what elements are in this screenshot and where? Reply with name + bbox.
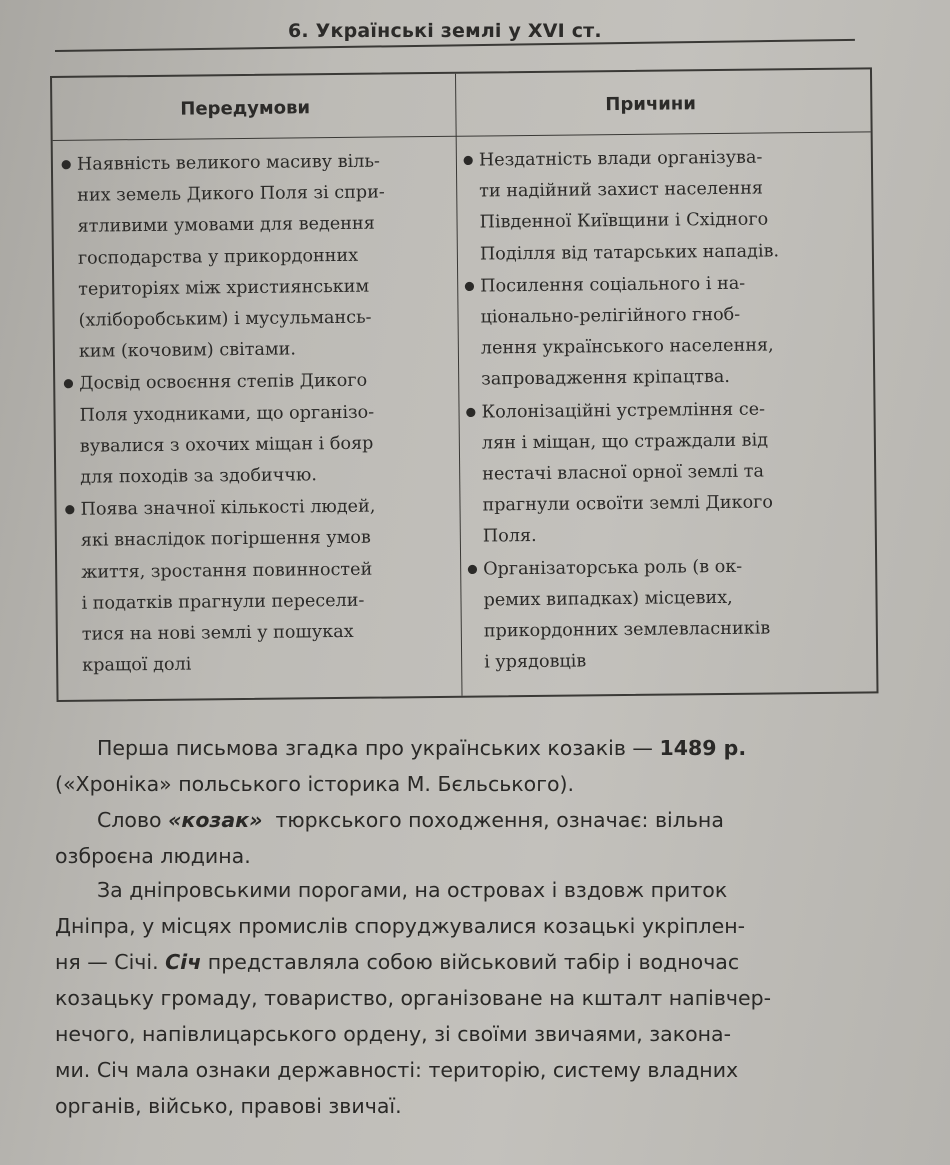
line-text: життя, зростання повинностей — [81, 559, 373, 583]
prerequisites-line — [65, 585, 453, 620]
line-text: лян і міщан, що страждали від — [481, 430, 769, 454]
line-text: для походів за здобиччю. — [80, 465, 317, 488]
prerequisites-line — [61, 145, 449, 181]
causes-line — [468, 613, 868, 648]
causes-line — [464, 266, 864, 302]
causes-cell — [463, 140, 869, 679]
paragraph-sich — [55, 872, 771, 1124]
line-text: Досвід освоєння степів Дикого — [79, 371, 368, 395]
paragraph-word-kozak — [55, 802, 724, 874]
line-text: запровадження кріпацтва. — [481, 367, 731, 390]
line-text: лення українського населення, — [480, 335, 774, 359]
causes-line — [464, 298, 864, 333]
prerequisites-cell — [61, 145, 455, 682]
causes-line — [467, 581, 867, 616]
line-text: Наявність великого масиву віль- — [76, 151, 381, 175]
text-span: ня — Січі. — [55, 950, 166, 974]
section-header: 6. Українські землі у XVI ст. — [288, 20, 602, 42]
text-line: органів, військо, правові звичаї. — [55, 1094, 402, 1118]
bullet-icon: ● — [465, 404, 477, 419]
line-text: тися на нові землі у пошуках — [81, 621, 354, 645]
causes-line — [466, 424, 866, 459]
prerequisites-line — [65, 522, 453, 557]
column-divider — [455, 74, 463, 696]
line-text: них земель Дикого Поля зі спри- — [77, 182, 385, 206]
text-line: нечого, напівлицарського ордену, зі своїми звичаями, закона- — [55, 1022, 732, 1046]
causes-line — [466, 456, 866, 491]
line-text: Південної Київщини і Східного — [479, 209, 769, 233]
prerequisites-line — [64, 490, 452, 526]
prerequisites-line — [64, 428, 452, 463]
causes-line — [463, 140, 863, 176]
line-text: Поля уходниками, що організо- — [79, 402, 375, 426]
bullet-icon: ● — [63, 376, 74, 391]
text-span: тюркського походження, означає: вільна — [262, 808, 724, 832]
bullet-icon: ● — [462, 152, 474, 167]
line-text: кращої долі — [82, 654, 192, 676]
line-text: ким (кочовим) світами. — [78, 339, 297, 362]
causes-line — [463, 173, 863, 208]
prerequisites-line — [62, 271, 450, 306]
prerequisites-line — [66, 647, 454, 682]
line-text: Колонізаційні устремління се- — [481, 399, 766, 423]
line-text: Посилення соціального і на- — [480, 273, 746, 297]
text-span: Слово — [97, 808, 169, 832]
line-text: нестачі власної орної землі та — [482, 461, 765, 485]
term-kozak: «козак» — [168, 808, 263, 832]
paragraph-first-mention — [55, 730, 746, 802]
line-text: Організаторська роль (в ок- — [483, 556, 743, 580]
prerequisites-line — [63, 364, 451, 400]
text-line: Дніпра, у місцях промислів споруджувалися козацькі укріплен- — [55, 914, 746, 938]
column-header-causes: Причини — [605, 93, 697, 116]
text-span: Перша письмова згадка про українських козаків — — [97, 736, 660, 760]
year-highlight: 1489 р. — [659, 736, 747, 760]
bullet-icon: ● — [464, 278, 475, 293]
text-line: За дніпровськими порогами, на островах і вздовж приток — [97, 878, 728, 902]
causes-line — [465, 330, 865, 365]
bullet-icon: ● — [64, 501, 76, 517]
line-text: ремих випадках) місцевих, — [483, 587, 733, 611]
causes-line — [468, 644, 868, 679]
line-text: ціонально-релігійного гноб- — [480, 304, 741, 328]
causes-line — [463, 204, 863, 239]
line-text: господарства у прикордонних — [77, 245, 359, 269]
causes-line — [466, 487, 866, 522]
prerequisites-line — [66, 616, 454, 651]
prerequisites-line — [62, 302, 450, 337]
text-line: озброєна людина. — [55, 844, 251, 868]
text-line: козацьку громаду, товариство, організоване на кшталт напівчер- — [55, 986, 772, 1010]
line-text: Поява значної кількості людей, — [80, 496, 376, 520]
causes-line — [465, 392, 865, 428]
column-header-prerequisites: Передумови — [180, 97, 311, 120]
line-text: Поділля від татарських нападів. — [479, 240, 780, 265]
prerequisites-line — [61, 177, 449, 212]
line-text: прикордонних землевласників — [483, 618, 771, 642]
line-text: вувалися з охочих міщан і бояр — [79, 433, 374, 457]
prerequisites-line — [63, 396, 451, 431]
line-text: ти надійний захист населення — [479, 178, 764, 202]
prerequisites-line — [65, 553, 453, 588]
causes-line — [467, 518, 867, 553]
prerequisites-line — [63, 333, 451, 368]
causes-line — [467, 549, 867, 585]
line-text: які внаслідок погіршення умов — [80, 528, 371, 552]
bullet-icon: ● — [60, 156, 72, 171]
causes-line — [464, 235, 864, 270]
line-text: ятливими умовами для ведення — [77, 214, 375, 238]
table-header-row — [52, 69, 871, 141]
term-sich: Січ — [165, 950, 202, 974]
line-text: прагнули освоїти землі Дикого — [482, 492, 774, 516]
prerequisites-line — [61, 208, 449, 243]
line-text: і урядовців — [484, 651, 587, 673]
text-span: представляла собою військовий табір і водночас — [201, 950, 740, 974]
line-text: і податків прагнули пересели- — [81, 590, 365, 614]
prerequisites-line — [64, 459, 452, 494]
line-text: (хліборобським) і мусульмансь- — [78, 307, 372, 331]
line-text: Нездатність влади організува- — [478, 147, 763, 171]
causes-line — [465, 361, 865, 396]
line-text: територіях між християнським — [78, 276, 370, 300]
prerequisites-line — [62, 239, 450, 274]
line-text: Поля. — [482, 526, 537, 547]
bullet-icon: ● — [467, 561, 478, 576]
text-line: ми. Січ мала ознаки державності: територію, систему владних — [55, 1058, 739, 1082]
comparison-table — [50, 67, 879, 702]
text-line: («Хроніка» польського історика М. Бєльського). — [55, 772, 575, 796]
